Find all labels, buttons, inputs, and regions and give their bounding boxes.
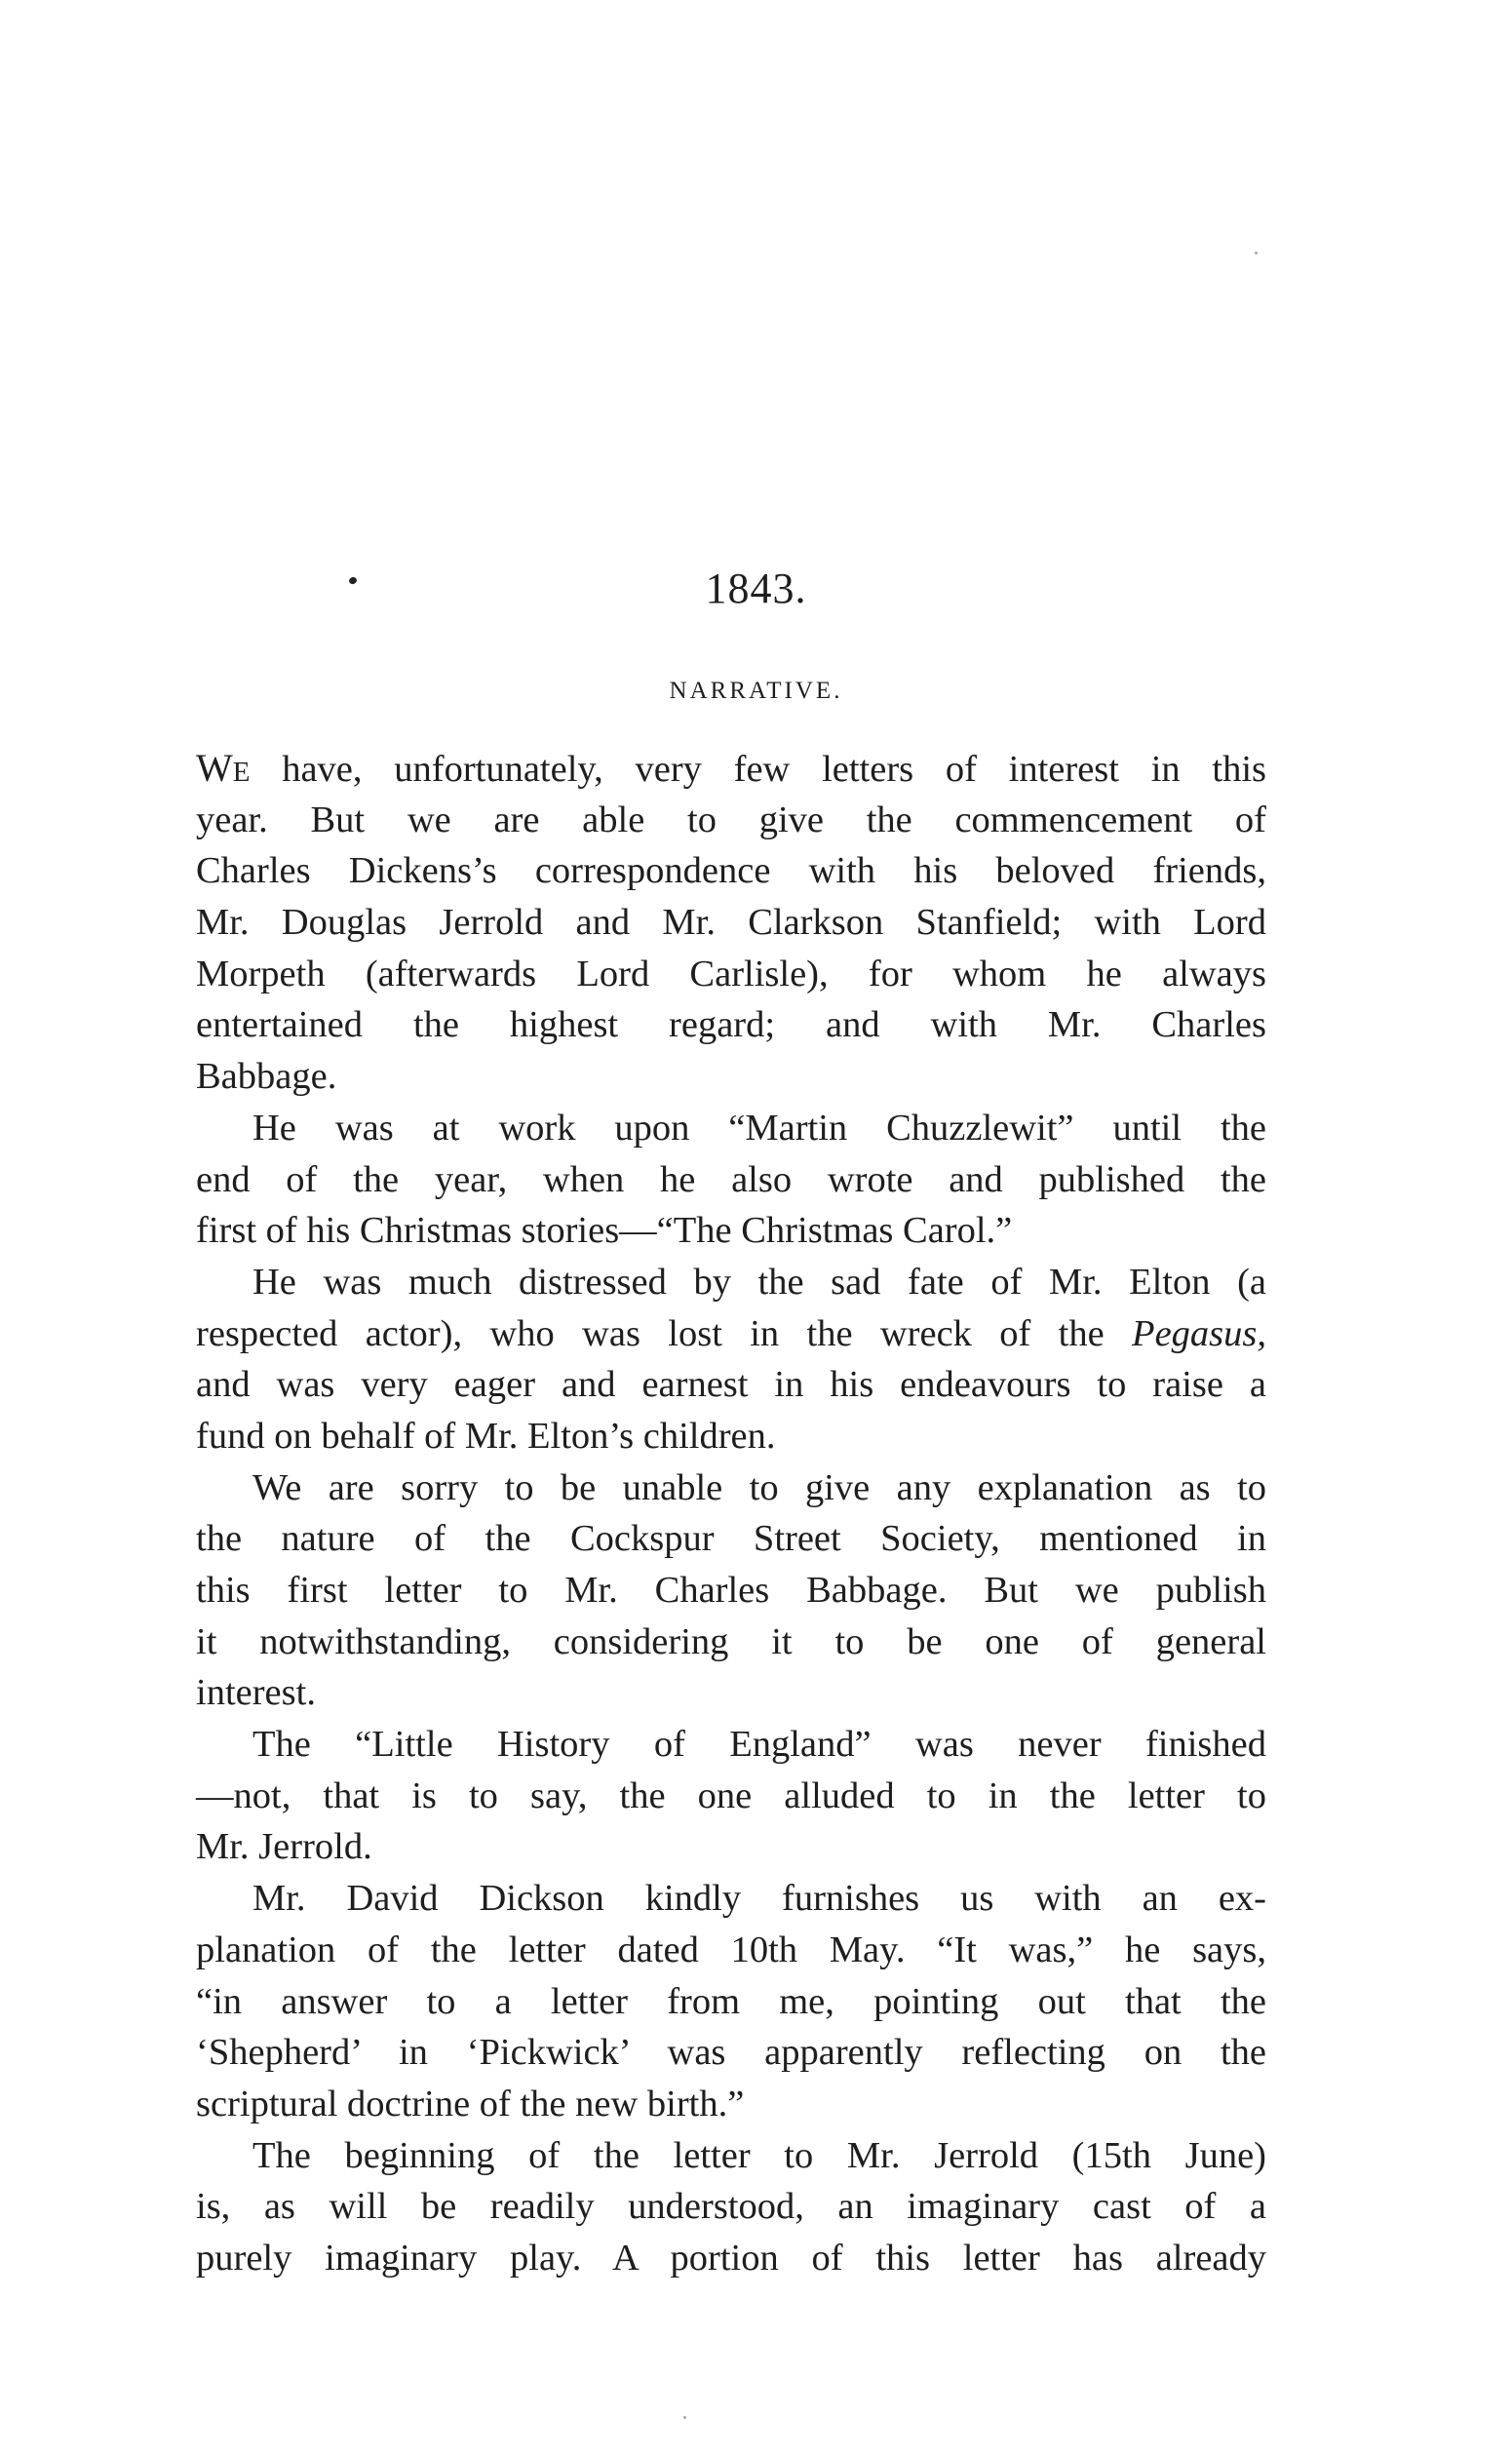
text-line: The “Little History of England” was never finished [252,1724,1266,1766]
line-text: have, unfortunately, very few letters of interest in this [282,749,1266,790]
text-line: Babbage. [196,1056,337,1098]
text-line: planation of the letter dated 10th May. “It was,” he says, [196,1929,1266,1970]
section-heading: NARRATIVE. [669,678,843,704]
text-line: The beginning of the letter to Mr. Jerrold (15th June) [252,2134,1266,2176]
text-line: He was at work upon “Martin Chuzzlewit” until the [252,1107,1266,1149]
text-line: and was very eager and earnest in his endeavours to raise a [196,1364,1266,1406]
text-line: “in answer to a letter from me, pointing out that the [196,1980,1266,2022]
text-line [196,743,1266,795]
text-line: Mr. Douglas Jerrold and Mr. Clarkson Stanfield; with Lord [196,902,1266,944]
text-line: entertained the highest regard; and with Mr. Charles [196,1004,1266,1046]
text-line: —not, that is to say, the one alluded to in the letter to [196,1774,1266,1816]
text-line: this first letter to Mr. Charles Babbage. But we publish [196,1570,1266,1611]
text-line: is, as will be readily understood, an imaginary cast of a [196,2186,1266,2228]
line-text: respected actor), who was lost in the wreck of the [196,1312,1133,1354]
paper-speck [1255,252,1258,254]
text-line: ‘Shepherd’ in ‘Pickwick’ was apparently reflecting on the [196,2032,1266,2074]
drop-word-first-letter: W [196,746,233,790]
text-line: We are sorry to be unable to give any explanation as to [252,1466,1266,1508]
text-line: Morpeth (afterwards Lord Carlisle), for whom he always [196,953,1266,994]
text-line: it notwithstanding, considering it to be one of general [196,1620,1266,1662]
paper-speck [683,2416,686,2419]
text-line: year. But we are able to give the commencement of [196,799,1266,840]
chapter-year: 1843. [705,565,807,612]
drop-word-rest: E [232,757,251,788]
text-line: Mr. David Dickson kindly furnishes us with an ex- [252,1878,1266,1920]
text-line: interest. [196,1672,316,1714]
text-line: first of his Christmas stories—“The Christmas Carol.” [196,1210,1013,1252]
text-line: the nature of the Cockspur Street Society, mentioned in [196,1518,1266,1560]
text-line: end of the year, when he also wrote and published the [196,1158,1266,1200]
text-line: He was much distressed by the sad fate of Mr. Elton (a [252,1261,1266,1303]
text-line: Mr. Jerrold. [196,1826,372,1868]
text-line: purely imaginary play. A portion of this letter has already [196,2237,1266,2279]
text-line [196,1308,1266,1360]
text-line: scriptural doctrine of the new birth.” [196,2083,745,2124]
ship-name: Pegasus, [1132,1312,1266,1354]
text-line: Charles Dickens’s correspondence with his beloved friends, [196,850,1266,892]
body-text [196,743,1266,2284]
text-line: fund on behalf of Mr. Elton’s children. [196,1415,776,1457]
